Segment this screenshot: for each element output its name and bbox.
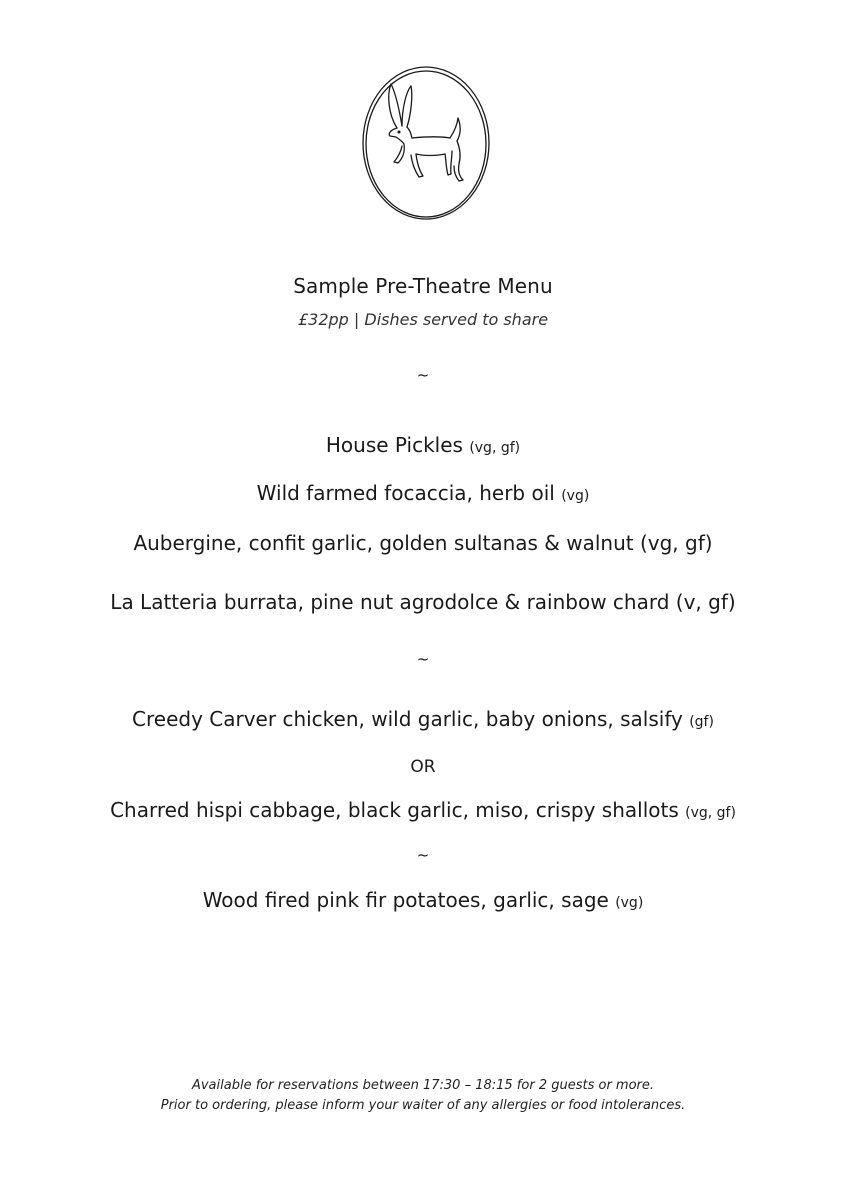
separator: ~: [416, 846, 430, 864]
separator: ~: [416, 650, 430, 668]
separator: ~: [416, 366, 430, 384]
dish-name: La Latteria burrata, pine nut agrodolce & rainbow chard (v, gf): [110, 590, 736, 614]
page-subtitle: £32pp | Dishes served to share: [297, 310, 549, 329]
allergy-note: Prior to ordering, please inform your waiter of any allergies or food intolerances.: [160, 1098, 686, 1113]
dietary-tag: (vg, gf): [685, 805, 736, 821]
dish-name: House Pickles: [325, 433, 463, 457]
dietary-tag: (gf): [689, 714, 714, 730]
dietary-tag: (vg): [561, 488, 590, 504]
or-label: OR: [410, 757, 436, 777]
menu-item: [0, 798, 846, 822]
page-title: Sample Pre-Theatre Menu: [293, 274, 553, 298]
menu-item: [0, 888, 846, 912]
dietary-tag: (vg, gf): [469, 440, 521, 456]
dish-name: Charred hispi cabbage, black garlic, miso, crispy shallots: [110, 798, 679, 822]
hare-logo-icon: [360, 64, 492, 222]
menu-item: [0, 590, 846, 614]
menu-item: [0, 531, 846, 555]
menu-item: [0, 433, 846, 457]
dietary-tag: (vg): [615, 895, 644, 911]
dish-name: Wood fired pink fir potatoes, garlic, sage: [202, 888, 609, 912]
availability-note: Available for reservations between 17:30 – 18:15 for 2 guests or more.: [191, 1078, 655, 1093]
dish-name: Aubergine, confit garlic, golden sultanas & walnut (vg, gf): [133, 531, 713, 555]
dish-name: Wild farmed focaccia, herb oil: [256, 481, 555, 505]
dish-name: Creedy Carver chicken, wild garlic, baby onions, salsify: [132, 707, 683, 731]
menu-item: [0, 481, 846, 505]
menu-item: [0, 707, 846, 731]
